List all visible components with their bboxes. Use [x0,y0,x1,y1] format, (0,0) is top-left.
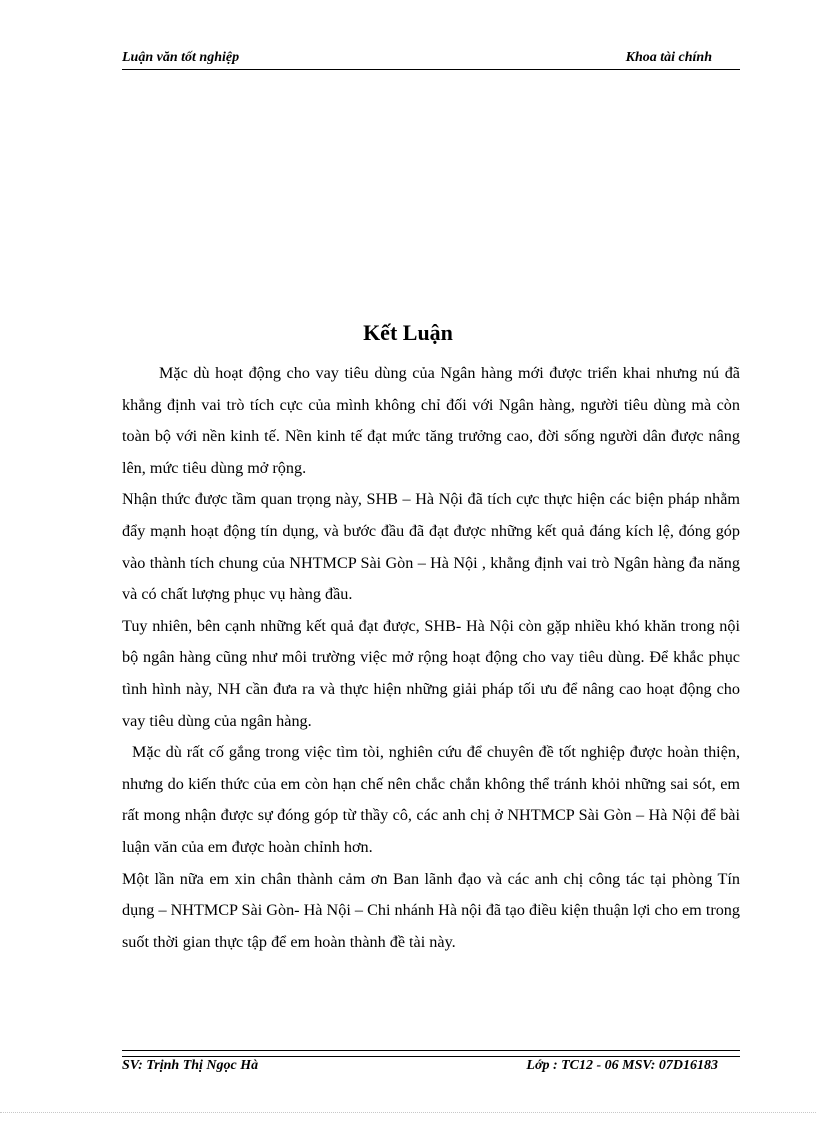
footer-class-id: Lớp : TC12 - 06 MSV: 07D16183 [526,1058,718,1073]
conclusion-body [122,358,740,958]
paragraph-3: Tuy nhiên, bên cạnh những kết quả đạt được, SHB- Hà Nội còn gặp nhiều khó khăn trong nội bộ ngân hàng cũng như môi trường việc mở rộng hoạt động cho vay tiêu dùng. Để khắc phục tình hình này, NH cần đưa ra và thực hiện những giải pháp tối ưu để nâng cao hoạt động cho vay tiêu dùng của ngân hàng. [122,616,740,730]
header-thesis-label: Luận văn tốt nghiệp [122,50,240,65]
page-title: Kết Luận [363,320,453,345]
page-bottom-edge [0,1112,816,1113]
paragraph-4: Mặc dù rất cố gắng trong việc tìm tòi, nghiên cứu để chuyên đề tốt nghiệp được hoàn thiện, nhưng do kiến thức của em còn hạn chế nên chắc chắn không thể tránh khỏi những sai sót, em rất mong nhận được sự đóng góp từ thầy cô, các anh chị ở NHTMCP Sài Gòn – Hà Nội để bài luận văn của em được hoàn chỉnh hơn. [122,743,740,856]
footer-divider [122,1050,740,1057]
header-faculty-label: Khoa tài chính [625,50,712,65]
page-header [122,49,740,70]
footer-student-name: SV: Trịnh Thị Ngọc Hà [122,1058,259,1073]
paragraph-2: Nhận thức được tầm quan trọng này, SHB – Hà Nội đã tích cực thực hiện các biện pháp nhằm đẩy mạnh hoạt động tín dụng, và bước đầu đã đạt được những kết quả đáng kích lệ, đóng góp vào thành tích chung của NHTMCP Sài Gòn – Hà Nội , khẳng định vai trò Ngân hàng đa năng và có chất lượng phục vụ hàng đầu. [122,490,740,604]
paragraph-1: Mặc dù hoạt động cho vay tiêu dùng của Ngân hàng mới được triển khai nhưng nú đã khẳng định vai trò tích cực của mình không chỉ đối với Ngân hàng, người tiêu dùng mà còn toàn bộ với nền kinh tế. Nền kinh tế đạt mức tăng trưởng cao, đời sống người dân được nâng lên, mức tiêu dùng mở rộng. [122,364,740,477]
paragraph-5: Một lần nữa em xin chân thành cảm ơn Ban lãnh đạo và các anh chị công tác tại phòng Tín dụng – NHTMCP Sài Gòn- Hà Nội – Chi nhánh Hà nội đã tạo điều kiện thuận lợi cho em trong suốt thời gian thực tập để em hoàn thành đề tài này. [122,869,740,951]
